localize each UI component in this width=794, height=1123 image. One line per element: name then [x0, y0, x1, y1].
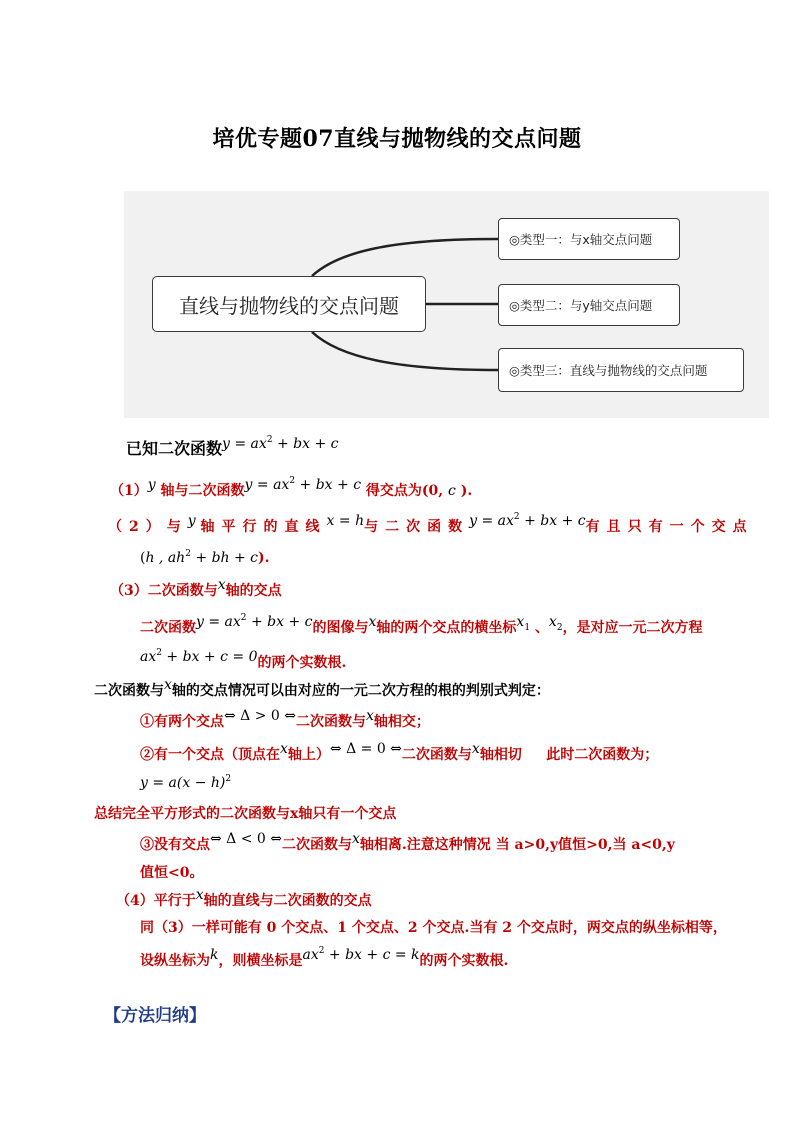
case-no-intersection-cont: 值恒<0。 [140, 865, 204, 881]
item-4-line-2: 设纵坐标为k，则横坐标是$ax^2$ + bx + c = k的两个实数根. [140, 946, 509, 969]
mind-map-branch-type-2: ◎类型二：与y轴交点问题 [498, 284, 680, 326]
mind-map-branch-type-1: ◎类型一：与x轴交点问题 [498, 218, 680, 260]
discriminant-intro: 二次函数与x轴的交点情况可以由对应的一元二次方程的根的判别式判定： [94, 677, 550, 699]
vertex-form: $y = a(x - h)^2$ [140, 774, 232, 791]
case-one-intersection: ②有一个交点（顶点在x轴上）⇔ Δ = 0 ⇔二次函数与x轴相切 此时二次函数为； [140, 741, 659, 763]
item-3-heading: （3）二次函数与x轴的交点 [110, 577, 282, 599]
formula-quadratic: $y = ax^2$ + bx + c [222, 435, 339, 452]
intro-text: 已知二次函数 [126, 439, 223, 458]
mind-map [124, 191, 769, 418]
summary-note: 总结完全平方形式的二次函数与x轴只有一个交点 [94, 806, 397, 822]
case-no-intersection: ③没有交点⇔ Δ < 0 ⇔二次函数与x轴相离.注意这种情况 当 a>0,y值恒>0,当 a<0,y [140, 831, 675, 853]
intro-line [126, 436, 339, 459]
mind-map-central-node: 直线与抛物线的交点问题 [152, 276, 426, 332]
case-two-intersections: ①有两个交点⇔ Δ > 0 ⇔二次函数与x轴相交； [140, 708, 430, 730]
item-4-heading: （4）平行于x轴的直线与二次函数的交点 [116, 887, 372, 909]
item-2-point: (h , $ah^2$ + bh + c). [140, 549, 270, 566]
mind-map-branch-type-3: ◎类型三：直线与抛物线的交点问题 [498, 348, 744, 392]
item-1: （1）y 轴与二次函数$y = ax^2$ + bx + c 得交点为(0, c ). [110, 476, 473, 499]
item-4-line-1: 同（3）一样可能有 0 个交点、1 个交点、2 个交点.当有 2 个交点时，两交点的纵坐标相等， [140, 920, 727, 936]
item-2: （2）与y 轴平行的直线x = h与二次函数$y = ax^2$ + bx + c有且只有一个交点 [108, 512, 754, 535]
item-3-line-1: 二次函数$y = ax^2$ + bx + c的图像与x轴的两个交点的横坐标$x_1$ 、$x_2$，是对应一元二次方程 [140, 613, 703, 636]
page-title: 培优专题07直线与抛物线的交点问题 [212, 126, 582, 152]
item-3-line-2: $ax^2$ + bx + c = 0的两个实数根. [140, 648, 347, 671]
section-heading-method: 【方法归纳】 [104, 1006, 206, 1026]
